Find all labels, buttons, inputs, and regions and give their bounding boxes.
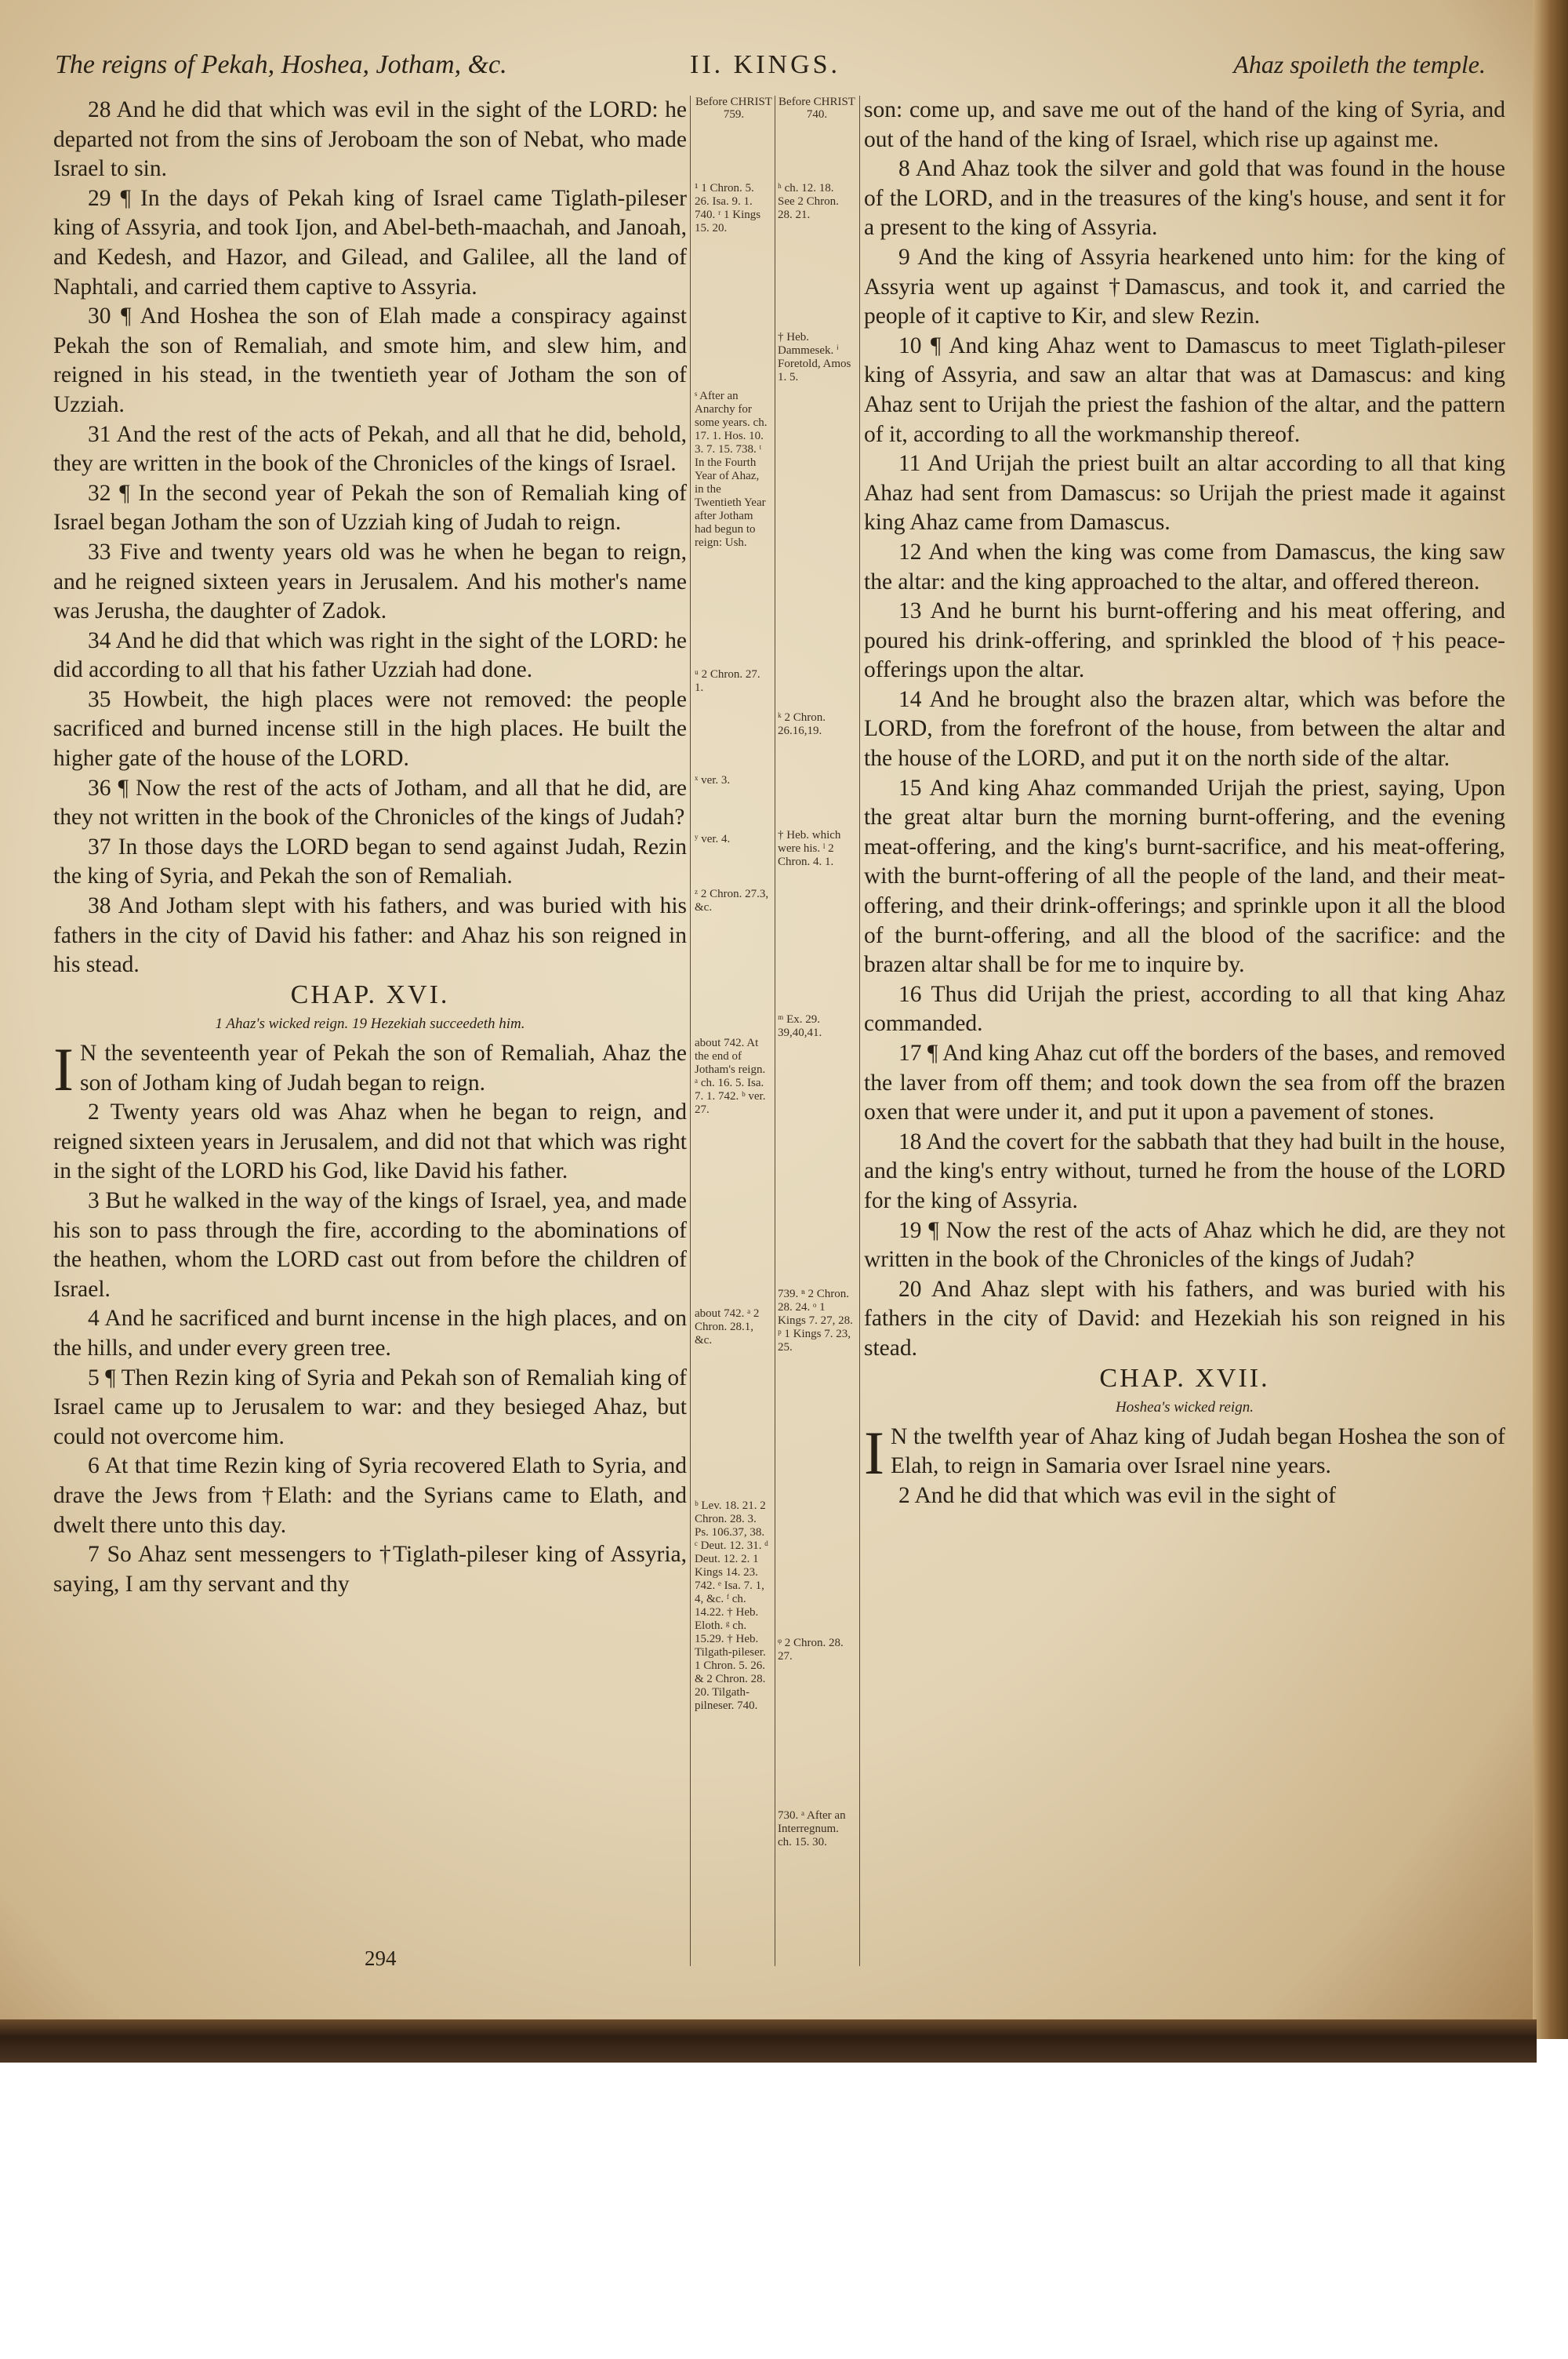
verse: 29 ¶ In the days of Pekah king of Israel came Tiglath-pileser king of Assyria, and took Ijon, and Abel-beth-maachah, and Janoah, and Kedesh, and Hazor, and Gilead, and Galilee, all the land of Naphtali, and carried them captive to Assyria. <box>53 185 687 300</box>
margin-note: 739. ⁿ 2 Chron. 28. 24. ᵒ 1 Kings 7. 27, 28. ᵖ 1 Kings 7. 23, 25. <box>778 1288 853 1354</box>
margin-note: ¹ 1 Chron. 5. 26. Isa. 9. 1. 740. ʳ 1 Kings 15. 20. <box>695 182 761 234</box>
verse: 14 And he brought also the brazen altar, which was before the LORD, from the forefront of the house, from between the altar and the house of the LORD, and put it on the north side of the altar. <box>864 686 1505 772</box>
verse: 20 And Ahaz slept with his fathers, and was buried with his fathers in the city of David: and Hezekiah his son reigned in his stead. <box>864 1276 1505 1361</box>
header-right-title: Ahaz spoileth the temple. <box>1233 50 1486 78</box>
verse: 12 And when the king was come from Damascus, the king saw the altar: and the king approached to the altar, and offered thereon. <box>864 539 1505 594</box>
verse: 18 And the covert for the sabbath that they had built in the house, and the king's entry without, turned he from the house of the LORD for the king of Assyria. <box>864 1129 1505 1213</box>
running-header <box>55 50 1486 86</box>
margin-note: ʸ ver. 4. <box>695 833 731 845</box>
chapter-summary: 1 Ahaz's wicked reign. 19 Hezekiah succeedeth him. <box>215 1016 525 1033</box>
chapter-heading: CHAP. XVII. <box>1099 1363 1270 1393</box>
verse: 28 And he did that which was evil in the sight of the LORD: he departed not from the sins of Jeroboam the son of Nebat, who made Israel to sin. <box>53 97 687 182</box>
margin-note: ᵠ 2 Chron. 28. 27. <box>778 1637 844 1663</box>
margin-note: 730. ᵃ After an Interregnum. ch. 15. 30. <box>778 1809 846 1848</box>
drop-cap: I <box>53 1035 74 1103</box>
verse: 10 ¶ And king Ahaz went to Damascus to meet Tiglath-pileser king of Assyria, and saw an altar that was at Damascus: and king Ahaz sent to Urijah the priest the fashion of the altar, and the pattern of it, according to all the workmanship thereof. <box>864 333 1505 447</box>
verse: 8 And Ahaz took the silver and gold that was found in the house of the LORD, and in the treasures of the king's house, and sent it for a present to the king of Assyria. <box>864 156 1505 241</box>
margin-year: 759. <box>723 108 745 121</box>
verse: 11 And Urijah the priest built an altar according to all that king Ahaz had sent from Damascus: so Urijah the priest made it against king Ahaz came from Damascus. <box>864 451 1505 536</box>
margin-note: † Heb. which were his. ˡ 2 Chron. 4. 1. <box>778 829 841 868</box>
adjacent-page-edge <box>1533 0 1568 2039</box>
margin-note: ᵇ Lev. 18. 21. 2 Chron. 28. 3. Ps. 106.37, 38. ᶜ Deut. 12. 31. ᵈ Deut. 12. 2. 1 Kings 14. 23. 742. ᵉ Isa. 7. 1, 4, &c. ᶠ ch. 14.22. † Heb. Eloth. ᵍ ch. 15.29. † Heb. Tilgath-pileser. 1 Chron. 5. 26. & 2 Chron. 28. 20. Tilgath-pilneser. 740. <box>695 1499 768 1712</box>
verse: 5 ¶ Then Rezin king of Syria and Pekah son of Remaliah king of Israel came up to Jerusalem to war: and they besieged Ahaz, but could not overcome him. <box>53 1365 687 1449</box>
header-left-title: The reigns of Pekah, Hoshea, Jotham, &c. <box>55 50 507 79</box>
right-text-column <box>864 96 1505 1511</box>
verse: 36 ¶ Now the rest of the acts of Jotham, and all that he did, are they not written in the book of the Chronicles of the kings of Judah? <box>53 775 687 831</box>
verse: 6 At that time Rezin king of Syria recovered Elath to Syria, and drave the Jews from †Elath: and the Syrians came to Elath, and dwelt there unto this day. <box>53 1453 687 1538</box>
verse: 33 Five and twenty years old was he when he began to reign, and he reigned sixteen years in Jerusalem. And his mother's name was Jerusha, the daughter of Zadok. <box>53 539 687 624</box>
verse: son: come up, and save me out of the hand of the king of Syria, and out of the hand of the king of Israel, which rise up against me. <box>864 97 1505 152</box>
verse: 9 And the king of Assyria hearkened unto him: for the king of Assyria went up against †Damascus, and took it, and carried the people of it captive to Kir, and slew Rezin. <box>864 244 1505 329</box>
verse: 37 In those days the LORD began to send against Judah, Rezin the king of Syria, and Pekah the son of Remaliah. <box>53 834 687 889</box>
book-binding-edge <box>0 2019 1537 2063</box>
verse: 15 And king Ahaz commanded Urijah the priest, saying, Upon the great altar burn the morning burnt-offering, and the evening meat-offering, and the king's burnt-sacrifice, and his meat-offering, with the burnt-offering of all the people of the land, and their meat-offering, and their drink-offerings; and sprinkle upon it all the blood of the burnt-offering, and all the blood of the sacrifice: and the brazen altar shall be for me to inquire by. <box>864 775 1505 978</box>
margin-note: ᵘ 2 Chron. 27. 1. <box>695 668 760 694</box>
verse: I N the seventeenth year of Pekah the son of Remaliah, Ahaz the son of Jotham king of Judah began to reign. <box>53 1035 687 1103</box>
verse: 2 Twenty years old was Ahaz when he began to reign, and reigned sixteen years in Jerusalem, and did not that which was right in the sight of the LORD his God, like David his father. <box>53 1100 687 1184</box>
margin-note: † Heb. Dammesek. ⁱ Foretold, Amos 1. 5. <box>778 331 851 383</box>
verse: 31 And the rest of the acts of Pekah, and all that he did, behold, they are written in the book of the Chronicles of the kings of Israel. <box>53 421 687 477</box>
verse: 13 And he burnt his burnt-offering and his meat offering, and poured his drink-offering, and sprinkled the blood of †his peace-offerings upon the altar. <box>864 598 1505 683</box>
header-book-title: II. KINGS. <box>690 50 841 79</box>
margin-note: about 742. At the end of Jotham's reign. ᵃ ch. 16. 5. Isa. 7. 1. 742. ᵇ ver. 27. <box>695 1037 766 1116</box>
verse: 32 ¶ In the second year of Pekah the son of Remaliah king of Israel began Jotham the son of Uzziah king of Judah to reign. <box>53 480 687 536</box>
margin-note: ᵏ 2 Chron. 26.16,19. <box>778 711 826 737</box>
verse: 38 And Jotham slept with his fathers, and was buried with his fathers in the city of David his father: and Ahaz his son reigned in his stead. <box>53 893 687 978</box>
verse: I N the twelfth year of Ahaz king of Judah began Hoshea the son of Elah, to reign in Samaria over Israel nine years. <box>864 1418 1505 1487</box>
margin-note: ᵐ Ex. 29. 39,40,41. <box>778 1013 822 1039</box>
verse: 19 ¶ Now the rest of the acts of Ahaz which he did, are they not written in the book of the Chronicles of the kings of Judah? <box>864 1217 1505 1273</box>
before-christ-label: Before CHRIST <box>779 96 855 108</box>
verse: 3 But he walked in the way of the kings of Israel, yea, and made his son to pass through the fire, according to the abominations of the heathen, whom the LORD cast out from before the children of Israel. <box>53 1187 687 1302</box>
before-christ-label: Before CHRIST <box>695 96 772 108</box>
chapter-summary: Hoshea's wicked reign. <box>1116 1399 1254 1416</box>
margin-note: ʰ ch. 12. 18. See 2 Chron. 28. 21. <box>778 182 839 221</box>
margin-references-a <box>695 96 773 1712</box>
column-rule <box>859 96 860 1966</box>
verse: 16 Thus did Urijah the priest, according to all that king Ahaz commanded. <box>864 981 1505 1037</box>
margin-note: about 742. ᵃ 2 Chron. 28.1, &c. <box>695 1307 760 1347</box>
chapter-heading: CHAP. XVI. <box>290 980 450 1009</box>
drop-cap: I <box>864 1418 884 1487</box>
verse: 7 So Ahaz sent messengers to †Tiglath-pileser king of Assyria, saying, I am thy servant and thy <box>53 1542 687 1597</box>
column-rule <box>690 96 691 1966</box>
margin-references-b <box>778 96 856 1848</box>
verse: 34 And he did that which was right in the sight of the LORD: he did according to all that his father Uzziah had done. <box>53 627 687 683</box>
verse: 35 Howbeit, the high places were not removed: the people sacrificed and burned incense still in the high places. He built the higher gate of the house of the LORD. <box>53 686 687 772</box>
page-number: 294 <box>365 1946 397 1970</box>
verse: 2 And he did that which was evil in the sight of <box>898 1482 1336 1508</box>
verse: 4 And he sacrificed and burnt incense in the high places, and on the hills, and under every green tree. <box>53 1306 687 1361</box>
verse: 30 ¶ And Hoshea the son of Elah made a conspiracy against Pekah the son of Remaliah, and smote him, and slew him, and reigned in his stead, in the twentieth year of Jotham the son of Uzziah. <box>53 304 687 417</box>
left-text-column <box>53 96 687 1599</box>
margin-year: 740. <box>806 108 828 121</box>
verse: 17 ¶ And king Ahaz cut off the borders of the bases, and removed the laver from off them; and took down the sea from off the brazen oxen that were under it, and put it upon a pavement of stones. <box>864 1041 1505 1125</box>
margin-note: ᶻ 2 Chron. 27.3, &c. <box>695 888 769 914</box>
margin-note: ˢ After an Anarchy for some years. ch. 17. 1. Hos. 10. 3. 7. 15. 738. ᵗ In the Fourth Year of Ahaz, in the Twentieth Year after Jotham had begun to reign: Ush. <box>695 390 768 549</box>
margin-note: ˣ ver. 3. <box>695 774 731 787</box>
